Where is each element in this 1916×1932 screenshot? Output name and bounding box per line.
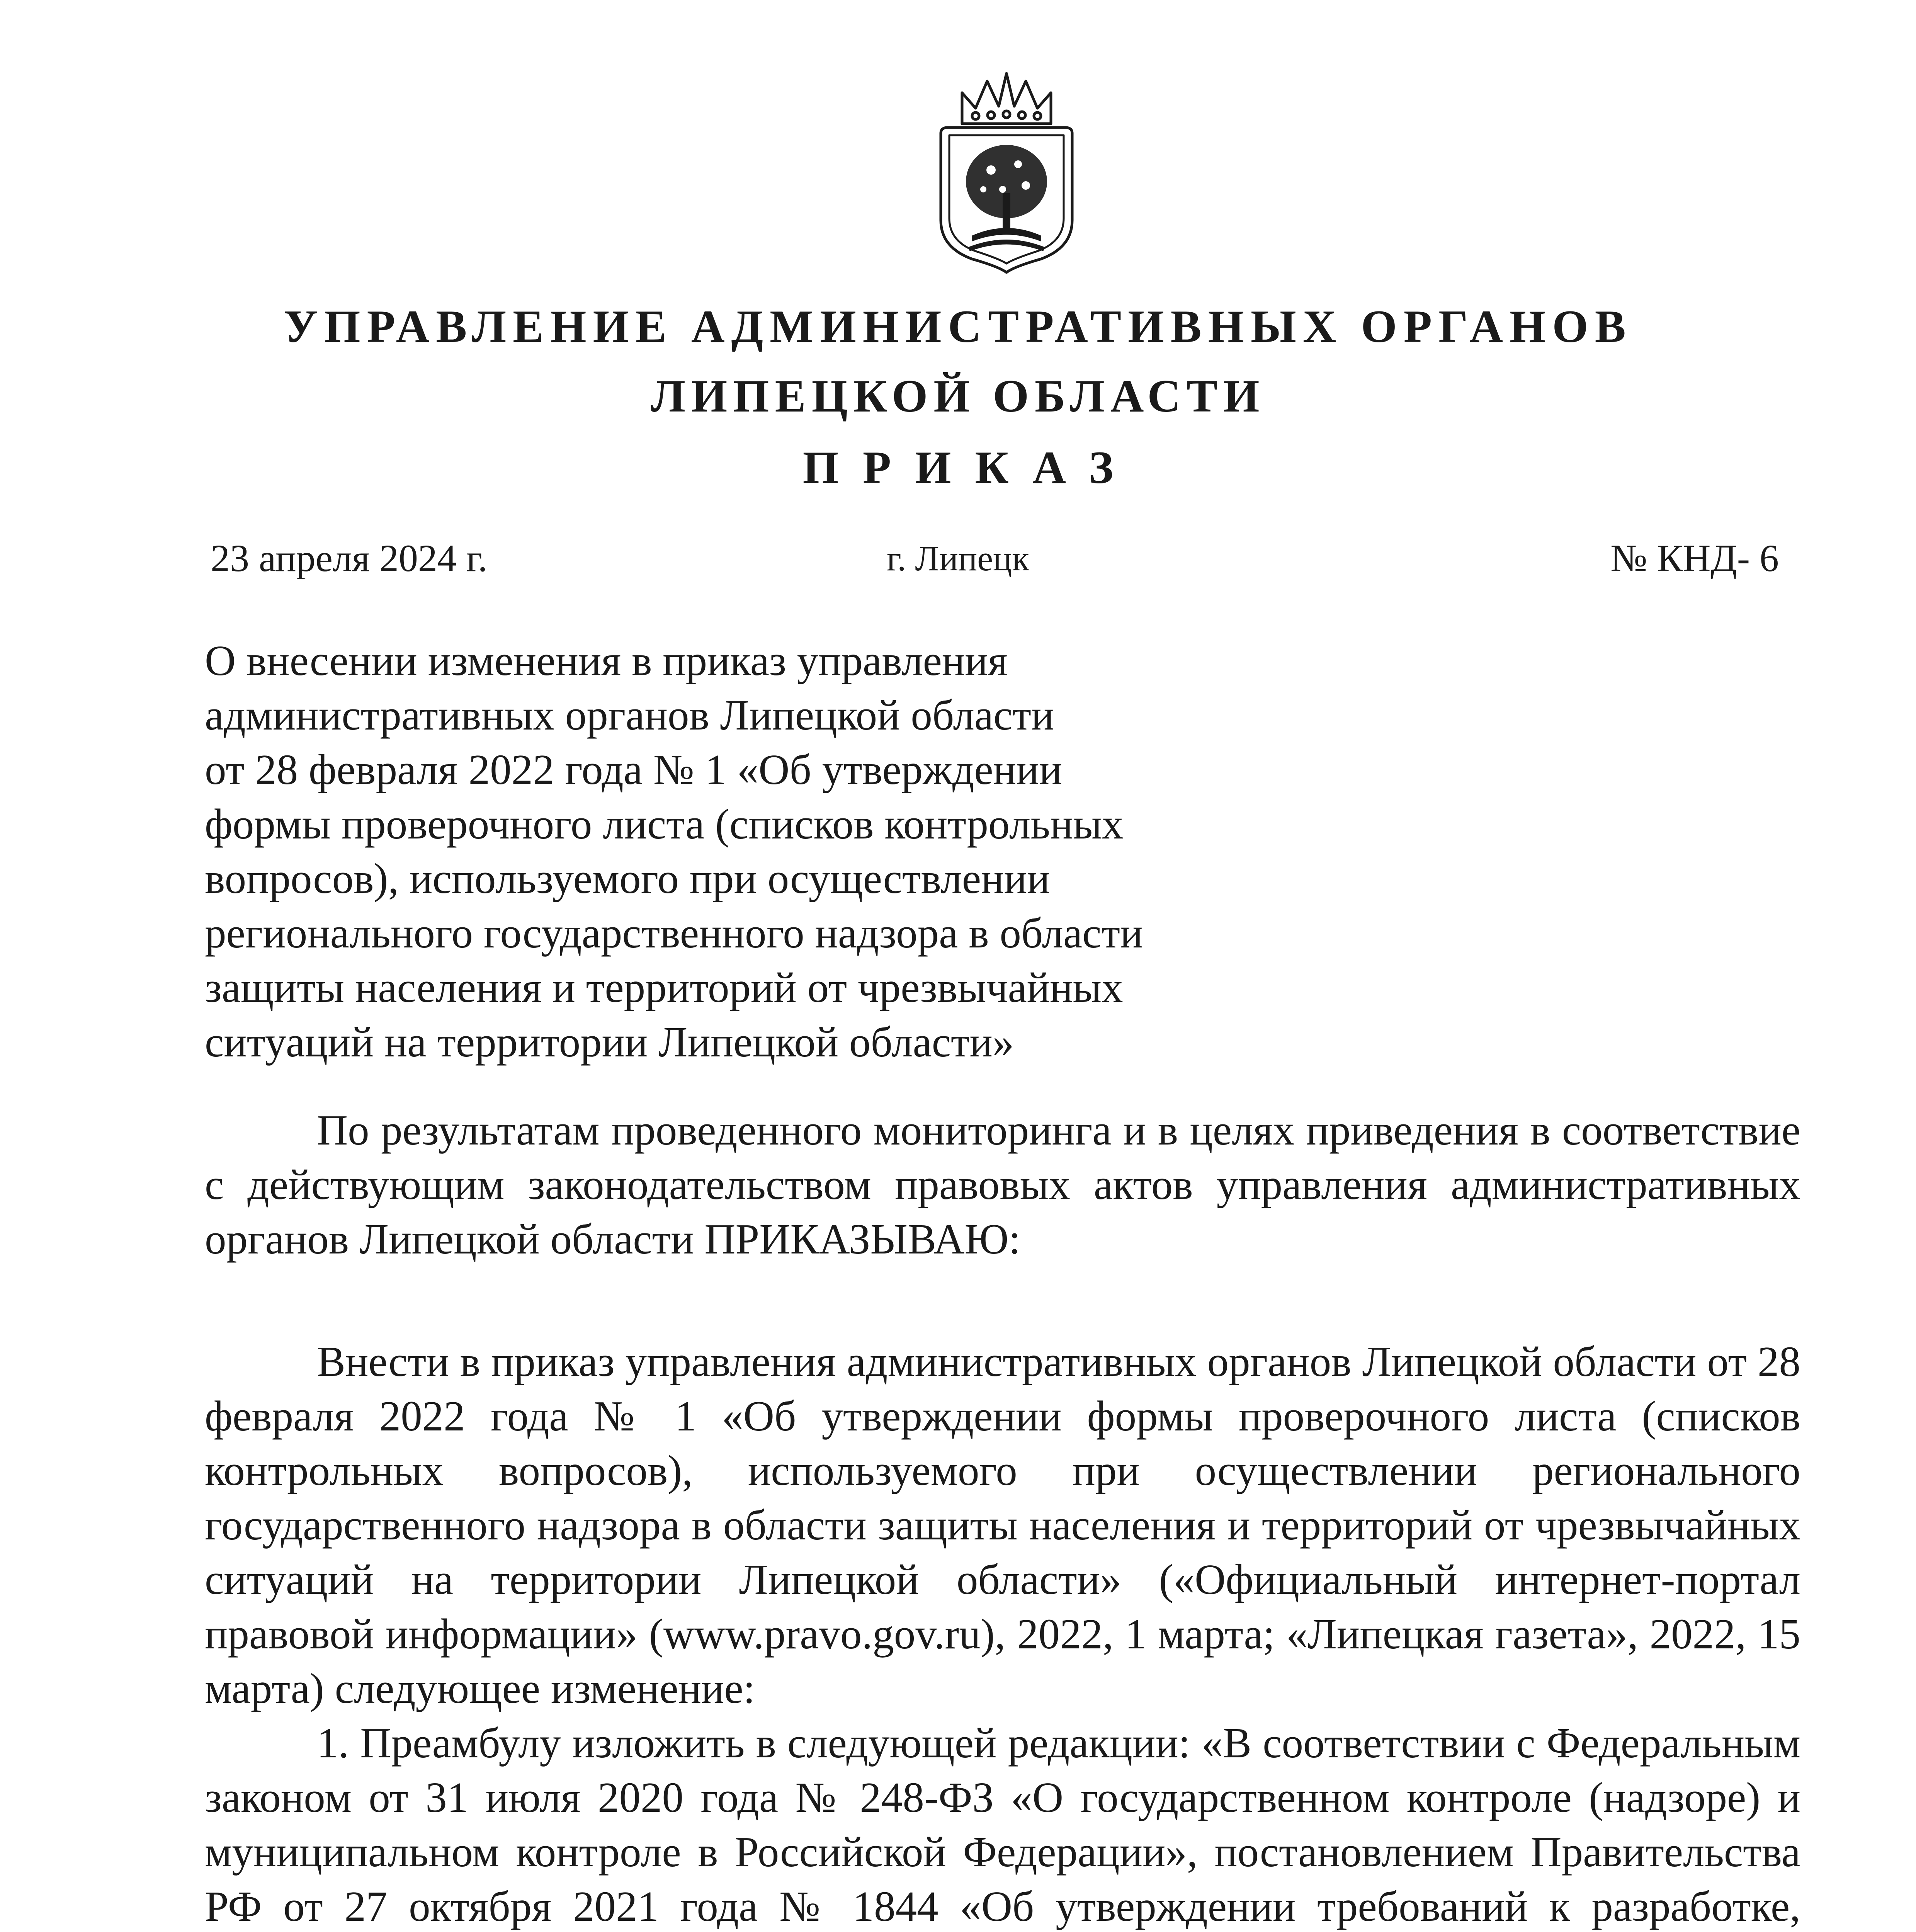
- preamble-paragraph: По результатам проведенного мониторинга и в целях приведения в соответствие с действующим законодательством правовых актов управления административных органов Липецкой области ПРИКАЗЫВАЮ:: [205, 1107, 1800, 1263]
- subject-line: регионального государственного надзора в области: [205, 910, 1143, 957]
- agency-title-line2: ЛИПЕЦКОЙ ОБЛАСТИ: [651, 370, 1265, 422]
- subject-line: защиты населения и территорий от чрезвычайных: [205, 964, 1123, 1012]
- coat-of-arms-emblem: [925, 66, 1088, 274]
- subject-line: ситуаций на территории Липецкой области»: [205, 1019, 1014, 1066]
- subject-line: административных органов Липецкой области: [205, 692, 1054, 739]
- order-subject: [205, 634, 1248, 1070]
- item-1-paragraph: 1. Преамбулу изложить в следующей редакции: «В соответствии с Федеральным законом от 31 июля 2020 года № 248-ФЗ «О государственном контроле (надзоре) и муниципальном контроле в Российской Федерации», постановлением Правительства РФ от 27 октября 2021 года № 1844 «Об утверждении требований к разработке,: [205, 1719, 1800, 1930]
- agency-title-line1: УПРАВЛЕНИЕ АДМИНИСТРАТИВНЫХ ОРГАНОВ: [284, 301, 1632, 352]
- intro-paragraph: Внести в приказ управления административных органов Липецкой области от 28 февраля 2022 года № 1 «Об утверждении формы проверочного листа (списков контрольных вопросов), используемого при осуществлении регионального государственного надзора в области защиты населения и территорий от чрезвычайных ситуаций на территории Липецкой области» («Официальный интернет-портал правовой информации» (www.pravo.gov.ru), 2022, 1 марта; «Липецкая газета», 2022, 15 марта) следующее изменение:: [205, 1338, 1800, 1713]
- subject-line: формы проверочного листа (списков контрольных: [205, 801, 1124, 848]
- subject-line: О внесении изменения в приказ управления: [205, 637, 1008, 685]
- document-type-title: ПРИКАЗ: [802, 442, 1137, 493]
- order-date: 23 апреля 2024 г.: [211, 537, 488, 580]
- subject-line: вопросов), используемого при осуществлении: [205, 855, 1050, 903]
- subject-line: от 28 февраля 2022 года № 1 «Об утверждении: [205, 746, 1062, 794]
- order-body: [205, 1103, 1800, 1932]
- order-number: № КНД- 6: [1610, 537, 1779, 580]
- order-city: г. Липецк: [887, 539, 1029, 578]
